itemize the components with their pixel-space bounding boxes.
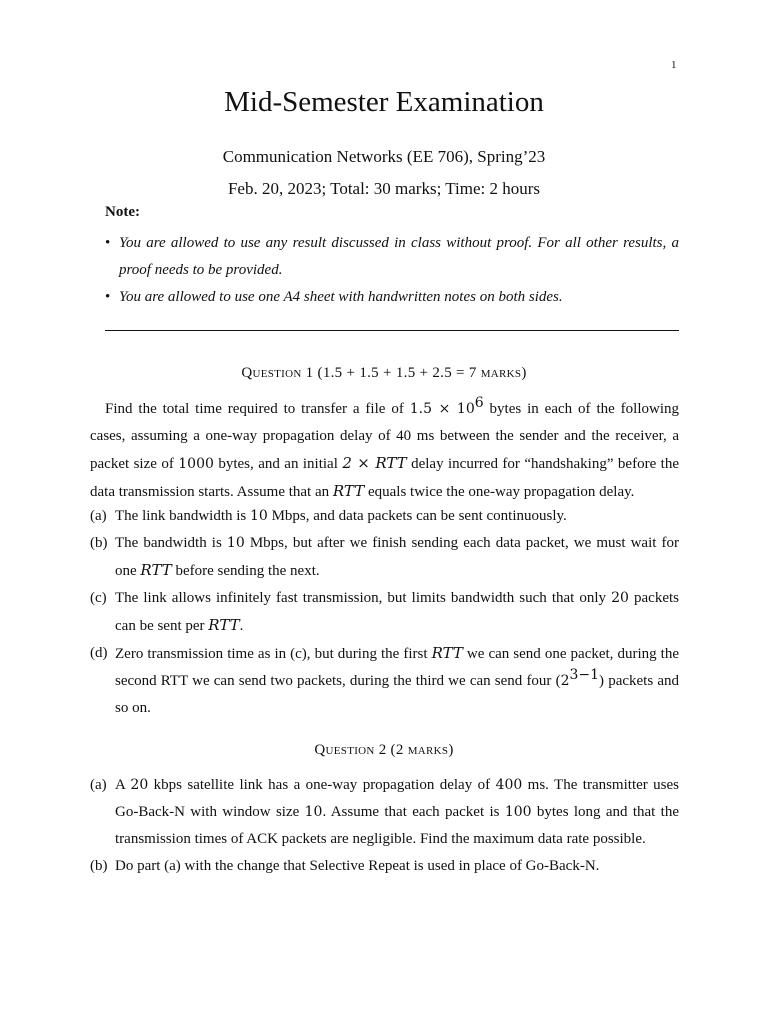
bullet-dot-icon: • [105,289,111,305]
question2-heading: Question 2 (2 marks) [314,742,454,758]
question1-part-a: (a) The link bandwidth is 10 Mbps, and data packets can be sent continuously. [90,508,567,524]
question1-intro: Find the total time required to transfer a file of $1.5 \times 10^6$ bytes in each of the following cases, assuming a one-way propagation delay of 40 ms between the sender and the receiver, a packet size of 1000 bytes, and an initial 2 × RTT delay incurred for “handshaking” before the data transmission starts. Assume that an RTT equals twice the one-way propagation delay. [90,395,679,500]
note-text: You are allowed to use one A4 sheet with handwritten notes on both sides. [119,289,563,305]
note-bullet [105,284,679,311]
question2-part-a: (a) A 20 kbps satellite link has a one-way propagation delay of 400 ms. The transmitter uses Go-Back-N with window size 10. Assume that each packet is 100 bytes long and that the transmission times of ACK packets are negligible. Find the maximum data rate possible. [90,777,680,847]
course-subtitle: Communication Networks (EE 706), Spring’23 [222,147,546,166]
page-number: 1 [671,59,677,71]
horizontal-rule [105,330,679,331]
question1-parts [90,503,679,722]
question1-part-c: (c) The link allows infinitely fast transmission, but limits bandwidth such that only 20 packets can be sent per RTT. [90,590,679,634]
question2-part-b: (b) Do part (a) with the change that Selective Repeat is used in place of Go-Back-N. [90,858,600,874]
note-bullet [105,230,679,284]
note-list [105,230,679,311]
exam-details: Feb. 20, 2023; Total: 30 marks; Time: 2 hours [227,179,541,198]
note-text: You are allowed to use any result discussed in class without proof. For all other results, a proof needs to be provided. [119,235,679,278]
exam-title: Mid-Semester Examination [224,86,544,118]
question1-part-b: (b) The bandwidth is 10 Mbps, but after we finish sending each data packet, we must wait for one RTT before sending the next. [90,535,679,579]
question2-parts [90,772,679,880]
question1-heading: Question 1 (1.5 + 1.5 + 1.5 + 2.5 = 7 marks) [241,365,527,381]
question1-part-d: (d) Zero transmission time as in (c), but during the first RTT we can send one packet, during the second RTT we can send two packets, during the third we can send four $(2^{3-1})$ packets and so on. [90,644,679,716]
bullet-dot-icon: • [105,235,111,251]
note-label: Note: [105,204,140,220]
